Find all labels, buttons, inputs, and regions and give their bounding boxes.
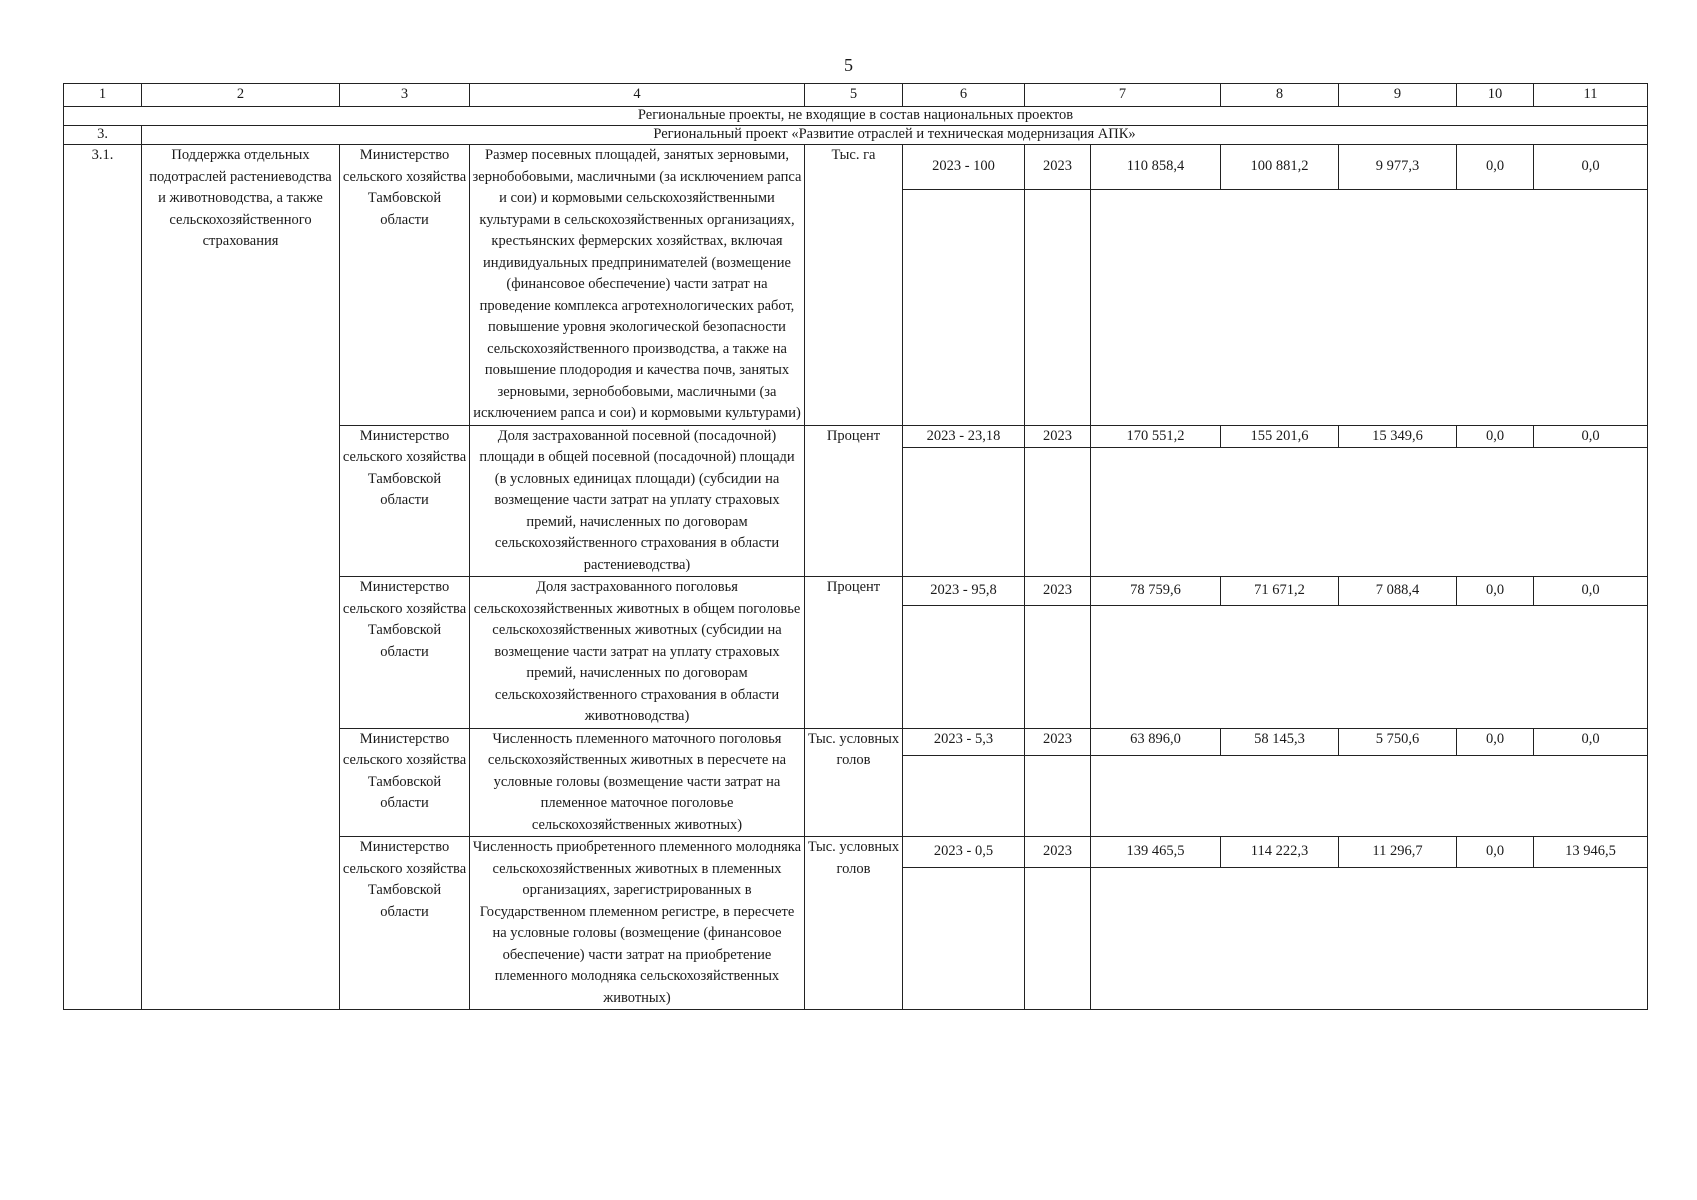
regional-budget-cell: 11 296,7 (1339, 837, 1457, 868)
federal-budget-cell: 71 671,2 (1221, 577, 1339, 606)
item-name: Поддержка отдельных подотраслей растениеводства и животноводства, а также сельскохозяйственного страхования (142, 145, 340, 1010)
column-number-9: 9 (1339, 84, 1457, 107)
indicator-cell: Доля застрахованного поголовья сельскохозяйственных животных в общем поголовье сельскохозяйственных животных (субсидии на возмещение части затрат на уплату страховых премий, начисленных по договорам сельскохозяйственного страхования в области животноводства) (470, 577, 805, 729)
target-cell: 2023 - 5,3 (903, 728, 1025, 755)
indicator-cell: Доля застрахованной посевной (посадочной) площади в общей посевной (посадочной) площади (в условных единицах площади) (субсидии на возмещение части затрат на уплату страховых премий, начисленных по договорам сельскохозяйственного страхования в области растениеводства) (470, 425, 805, 577)
total-cell: 139 465,5 (1091, 837, 1221, 868)
ministry-cell: Министерство сельского хозяйства Тамбовской области (340, 425, 470, 577)
empty-cell (1091, 190, 1648, 426)
empty-cell (903, 190, 1025, 426)
empty-cell (1025, 606, 1091, 729)
ministry-cell: Министерство сельского хозяйства Тамбовской области (340, 577, 470, 729)
section-title-row (64, 107, 1648, 126)
target-cell: 2023 - 0,5 (903, 837, 1025, 868)
table-row (64, 145, 1648, 190)
other-sources-cell: 0,0 (1534, 145, 1648, 190)
empty-cell (903, 448, 1025, 577)
total-cell: 170 551,2 (1091, 425, 1221, 448)
ministry-cell: Министерство сельского хозяйства Тамбовской области (340, 728, 470, 837)
target-cell: 2023 - 100 (903, 145, 1025, 190)
empty-cell (1025, 868, 1091, 1010)
total-cell: 78 759,6 (1091, 577, 1221, 606)
section-title: Региональные проекты, не входящие в состав национальных проектов (64, 107, 1648, 126)
indicator-cell: Численность приобретенного племенного молодняка сельскохозяйственных животных в племенных организациях, зарегистрированных в Государственном племенном регистре, в пересчете на условные головы (возмещение (финансовое обеспечение) части затрат на приобретение племенного молодняка сельскохозяйственных животных) (470, 837, 805, 1010)
year-cell: 2023 (1025, 145, 1091, 190)
column-number-1: 1 (64, 84, 142, 107)
program-table (63, 83, 1648, 1010)
regional-budget-cell: 9 977,3 (1339, 145, 1457, 190)
unit-cell: Процент (805, 577, 903, 729)
total-cell: 110 858,4 (1091, 145, 1221, 190)
empty-cell (1091, 606, 1648, 729)
year-cell: 2023 (1025, 425, 1091, 448)
federal-budget-cell: 155 201,6 (1221, 425, 1339, 448)
column-number-row (64, 84, 1648, 107)
empty-cell (1025, 755, 1091, 837)
local-budget-cell: 0,0 (1457, 837, 1534, 868)
item-number: 3.1. (64, 145, 142, 1010)
column-number-11: 11 (1534, 84, 1648, 107)
unit-cell: Тыс. условных голов (805, 837, 903, 1010)
local-budget-cell: 0,0 (1457, 425, 1534, 448)
column-number-7: 7 (1025, 84, 1221, 107)
total-cell: 63 896,0 (1091, 728, 1221, 755)
other-sources-cell: 0,0 (1534, 577, 1648, 606)
empty-cell (903, 868, 1025, 1010)
unit-cell: Процент (805, 425, 903, 577)
column-number-2: 2 (142, 84, 340, 107)
column-number-10: 10 (1457, 84, 1534, 107)
other-sources-cell: 0,0 (1534, 425, 1648, 448)
unit-cell: Тыс. га (805, 145, 903, 426)
empty-cell (1091, 755, 1648, 837)
other-sources-cell: 13 946,5 (1534, 837, 1648, 868)
year-cell: 2023 (1025, 577, 1091, 606)
indicator-cell: Размер посевных площадей, занятых зерновыми, зернобобовыми, масличными (за исключением рапса и сои) и кормовыми сельскохозяйственными культурами в сельскохозяйственных организациях, крестьянских фермерских хозяйствах, включая индивидуальных предпринимателей (возмещение (финансовое обеспечение) части затрат на проведение комплекса агротехнологических работ, повышение уровня экологической безопасности сельскохозяйственного производства, а также на повышение плодородия и качества почв, занятых зерновыми, зернобобовыми, масличными (за исключением рапса и сои) и кормовыми культурами) (470, 145, 805, 426)
empty-cell (903, 755, 1025, 837)
local-budget-cell: 0,0 (1457, 145, 1534, 190)
empty-cell (1091, 868, 1648, 1010)
empty-cell (903, 606, 1025, 729)
federal-budget-cell: 114 222,3 (1221, 837, 1339, 868)
other-sources-cell: 0,0 (1534, 728, 1648, 755)
project-number: 3. (64, 126, 142, 145)
project-row (64, 126, 1648, 145)
column-number-4: 4 (470, 84, 805, 107)
project-title: Региональный проект «Развитие отраслей и техническая модернизация АПК» (142, 126, 1648, 145)
indicator-cell: Численность племенного маточного поголовья сельскохозяйственных животных в пересчете на условные головы (возмещение части затрат на племенное маточное поголовье сельскохозяйственных животных) (470, 728, 805, 837)
column-number-6: 6 (903, 84, 1025, 107)
empty-cell (1025, 190, 1091, 426)
year-cell: 2023 (1025, 728, 1091, 755)
regional-budget-cell: 7 088,4 (1339, 577, 1457, 606)
federal-budget-cell: 100 881,2 (1221, 145, 1339, 190)
column-number-5: 5 (805, 84, 903, 107)
column-number-8: 8 (1221, 84, 1339, 107)
column-number-3: 3 (340, 84, 470, 107)
local-budget-cell: 0,0 (1457, 577, 1534, 606)
regional-budget-cell: 5 750,6 (1339, 728, 1457, 755)
page-number: 5 (844, 55, 853, 75)
unit-cell: Тыс. условных голов (805, 728, 903, 837)
empty-cell (1025, 448, 1091, 577)
ministry-cell: Министерство сельского хозяйства Тамбовской области (340, 837, 470, 1010)
ministry-cell: Министерство сельского хозяйства Тамбовской области (340, 145, 470, 426)
federal-budget-cell: 58 145,3 (1221, 728, 1339, 755)
local-budget-cell: 0,0 (1457, 728, 1534, 755)
regional-budget-cell: 15 349,6 (1339, 425, 1457, 448)
year-cell: 2023 (1025, 837, 1091, 868)
target-cell: 2023 - 95,8 (903, 577, 1025, 606)
target-cell: 2023 - 23,18 (903, 425, 1025, 448)
empty-cell (1091, 448, 1648, 577)
